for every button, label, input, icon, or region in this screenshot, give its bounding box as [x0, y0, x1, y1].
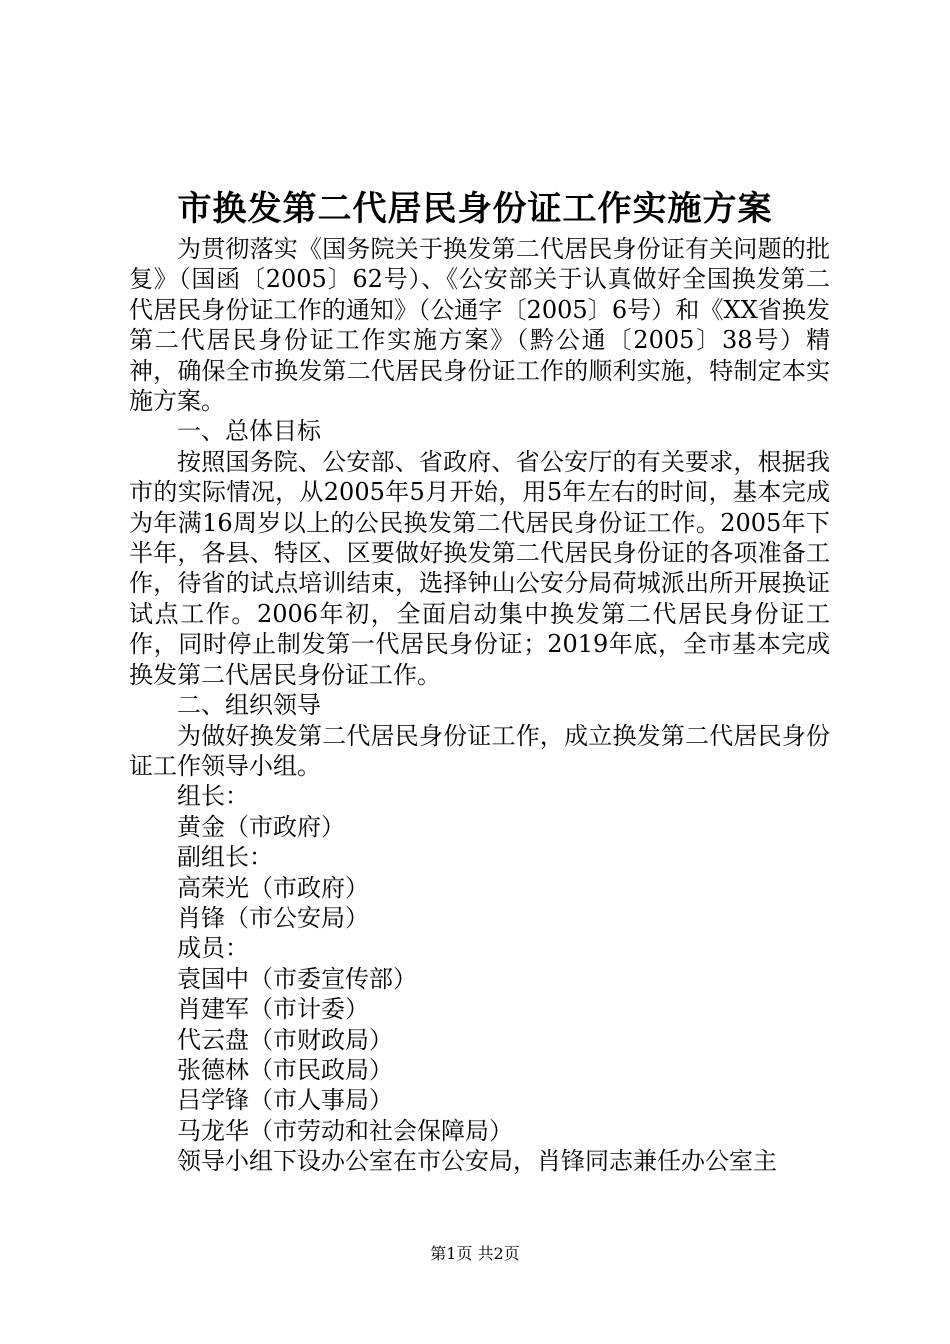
leader-name: 黄金（市政府）	[177, 812, 345, 841]
intro-paragraph: 为贯彻落实《国务院关于换发第二代居民身份证有关问题的批复》（国函〔2005〕62号）、《公安部关于认真做好全国换发第二代居民身份证工作的通知》（公通字〔2005〕6号）和《XX省换发第二代居民身份证工作实施方案》（黔公通〔2005〕38号）精神，确保全市换发第二代居民身份证工作的顺利实施，特制定本实施方案。	[129, 235, 830, 416]
deputy-name: 肖锋（市公安局）	[177, 903, 369, 932]
member-name: 代云盘（市财政局）	[177, 1025, 393, 1054]
organization-paragraph: 为做好换发第二代居民身份证工作，成立换发第二代居民身份证工作领导小组。	[129, 721, 830, 780]
section-heading-goals: 一、总体目标	[177, 417, 321, 446]
page-footer: 第1页 共2页	[430, 1244, 520, 1263]
member-name: 吕学锋（市人事局）	[177, 1086, 393, 1115]
members-label: 成员：	[177, 934, 249, 963]
deputy-label: 副组长：	[177, 843, 273, 872]
section-heading-organization: 二、组织领导	[177, 691, 321, 720]
deputy-name: 高荣光（市政府）	[177, 873, 369, 902]
member-name: 肖建军（市计委）	[177, 995, 369, 1024]
page-title: 市换发第二代居民身份证工作实施方案	[177, 189, 773, 229]
member-name: 马龙华（市劳动和社会保障局）	[177, 1116, 513, 1145]
member-name: 袁国中（市委宣传部）	[177, 964, 417, 993]
document-body	[129, 234, 830, 1177]
leader-label: 组长：	[177, 782, 249, 811]
office-paragraph: 领导小组下设办公室在市公安局，肖锋同志兼任办公室主	[177, 1147, 777, 1176]
goals-paragraph: 按照国务院、公安部、省政府、省公安厅的有关要求，根据我市的实际情况，从2005年5月开始，用5年左右的时间，基本完成为年满16周岁以上的公民换发第二代居民身份证工作。2005年下半年，各县、特区、区要做好换发第二代居民身份证的各项准备工作，待省的试点培训结束，选择钟山公安分局荷城派出所开展换证试点工作。2006年初，全面启动集中换发第二代居民身份证工作，同时停止制发第一代居民身份证；2019年底，全市基本完成换发第二代居民身份证工作。	[129, 447, 830, 689]
member-name: 张德林（市民政局）	[177, 1055, 393, 1084]
